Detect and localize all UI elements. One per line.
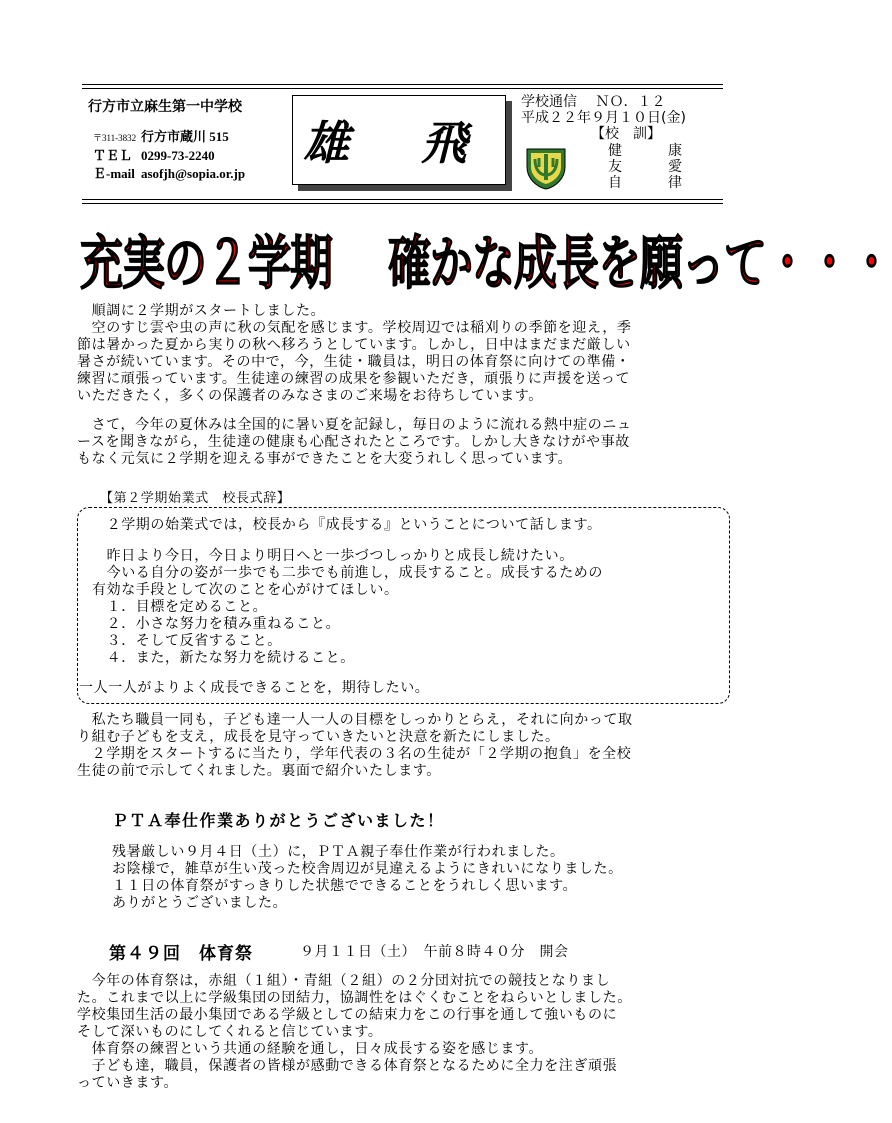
address: 行方市蔵川 515	[141, 129, 229, 144]
text-line: 昨日より今日，今日より明日へと一歩づつしっかりと成長し続けたい。	[92, 548, 574, 564]
motto-item: 友 愛	[608, 159, 698, 175]
headline: 充実の２学期 確かな成長を願って・・・	[80, 230, 892, 298]
text-line: ２学期の始業式では，校長から『成長する』ということについて話します。	[92, 517, 602, 533]
email-label: Ｅ-mail	[93, 166, 135, 181]
speech-closing	[79, 680, 743, 697]
text-line: 私たち職員一同も，子ども達一人一人の目標をしっかりとらえ，それに向かって取	[77, 712, 633, 728]
sports-title: 第４９回 体育祭	[109, 944, 253, 964]
speech-body	[92, 548, 756, 667]
header-bottom-rule	[82, 199, 723, 200]
text-line: ありがとうございました。	[112, 895, 288, 911]
text-line: 子ども達，職員，保護者の皆様が感動できる体育祭となるために全力を注ぎ頑張	[77, 1058, 618, 1074]
speech-intro	[92, 517, 756, 534]
motto-label: 【校 訓】	[591, 126, 661, 142]
text-line: っていきます。	[77, 1075, 179, 1091]
text-line: 学校集団生活の最小集団である学級としての結束力をこの行事を通して強いものに	[77, 1007, 618, 1023]
email-address: asofjh@sopia.or.jp	[141, 166, 246, 181]
text-line: ３．そして反省すること。	[92, 633, 282, 649]
school-emblem-icon	[523, 145, 569, 191]
tel-number: 0299-73-2240	[141, 148, 215, 163]
address-row	[93, 128, 245, 147]
motto-item: 自 律	[608, 175, 698, 191]
text-line: １．目標を定めること。	[92, 599, 268, 615]
motto-list	[608, 143, 698, 191]
sports-schedule: ９月１１日（土） 午前８時４０分 開会	[300, 944, 569, 960]
text-line: 順調に２学期がスタートしました。	[77, 303, 326, 319]
text-line: さて，今年の夏休みは全国的に暑い夏を記録し，毎日のように流れる熱中症のニュ	[77, 417, 632, 433]
text-line: り組む子どもを支え，成長を見守っていきたいと決意を新たにしました。	[77, 729, 560, 745]
issue-number: 学校通信 ＮＯ．１２	[521, 94, 666, 110]
text-line: そして深いものにしてくれると信じています。	[77, 1024, 383, 1040]
text-line: 暑さが続いています。その中で，今，生徒・職員は，明日の体育祭に向けての準備・	[77, 354, 631, 370]
text-line: 体育祭の練習という共通の経験を通し，日々成長する姿を感じます。	[77, 1041, 544, 1057]
school-name: 行方市立麻生第一中学校	[88, 99, 242, 115]
speech-label: 【第２学期始業式 校長式辞】	[100, 491, 291, 506]
text-line: 有効な手段として次のことを心がけてほしい。	[92, 582, 399, 598]
issue-info	[521, 94, 686, 142]
text-line: 今年の体育祭は，赤組（１組）・青組（２組）の２分団対抗での競技となりまし	[77, 973, 611, 989]
after-paragraph	[77, 712, 741, 780]
header-bottom-rule-2	[82, 203, 723, 204]
newsletter-title: 雄 飛	[292, 95, 506, 185]
text-line: いただきたく，多くの保護者のみなさまのご来場をお待ちしています。	[77, 388, 543, 404]
tel-row	[93, 147, 245, 165]
text-line: 残暑厳しい９月４日（土）に，ＰＴＡ親子奉仕作業が行われました。	[112, 844, 565, 860]
text-line: 空のすじ雲や虫の声に秋の気配を感じます。学校周辺では稲刈りの季節を迎え，季	[77, 320, 632, 336]
text-line: 今いる自分の姿が一歩でも二歩でも前進し，成長すること。成長するための	[92, 565, 603, 581]
text-line: ースを聞きながら，生徒達の健康も心配されたところです。しかし大きなけがや事故	[77, 434, 630, 450]
text-line: もなく元気に２学期を迎える事ができたことを大変うれしく思っています。	[77, 451, 573, 467]
text-line: １１日の体育祭がすっきりした状態でできることをうれしく思います。	[112, 878, 578, 894]
issue-date: 平成２２年９月１０日(金)	[521, 110, 686, 126]
text-line: 一人一人がよりよく成長できることを，期待したい。	[79, 680, 430, 696]
tel-label: ＴＥＬ	[93, 148, 133, 163]
text-line: お陰様で，雑草が生い茂った校舎周辺が見違えるようにきれいになりました。	[112, 861, 623, 877]
sports-paragraph	[77, 973, 741, 1092]
text-line: ２学期をスタートするに当たり，学年代表の３名の生徒が「２学期の抱負」を全校	[77, 746, 632, 762]
pta-paragraph	[112, 844, 732, 912]
pta-title: ＰＴＡ奉仕作業ありがとうございました！	[112, 811, 445, 830]
email-row	[93, 165, 245, 183]
intro-paragraph	[77, 303, 741, 405]
contact-block	[93, 128, 245, 183]
text-line: た。これまで以上に学級集団の団結力，協調性をはぐくむことをねらいとしました。	[77, 990, 632, 1006]
motto-item: 健 康	[608, 143, 698, 159]
text-line: 練習に頑張っています。生徒達の練習の成果を参観いただき，頑張りに声援を送って	[77, 371, 631, 387]
text-line: 節は暑かった夏から実りの秋へ移ろうとしています。しかし，日中はまだまだ厳しい	[77, 337, 631, 353]
text-line: ４．また，新たな努力を続けること。	[92, 650, 355, 666]
text-line: 生徒の前で示してくれました。裏面で紹介いたします。	[77, 763, 441, 779]
header-top-rule	[82, 84, 723, 85]
summer-paragraph	[77, 417, 741, 468]
postal-code: 〒311-3832	[93, 133, 137, 143]
text-line: ２．小さな努力を積み重ねること。	[92, 616, 341, 632]
header-top-rule-2	[82, 88, 723, 89]
